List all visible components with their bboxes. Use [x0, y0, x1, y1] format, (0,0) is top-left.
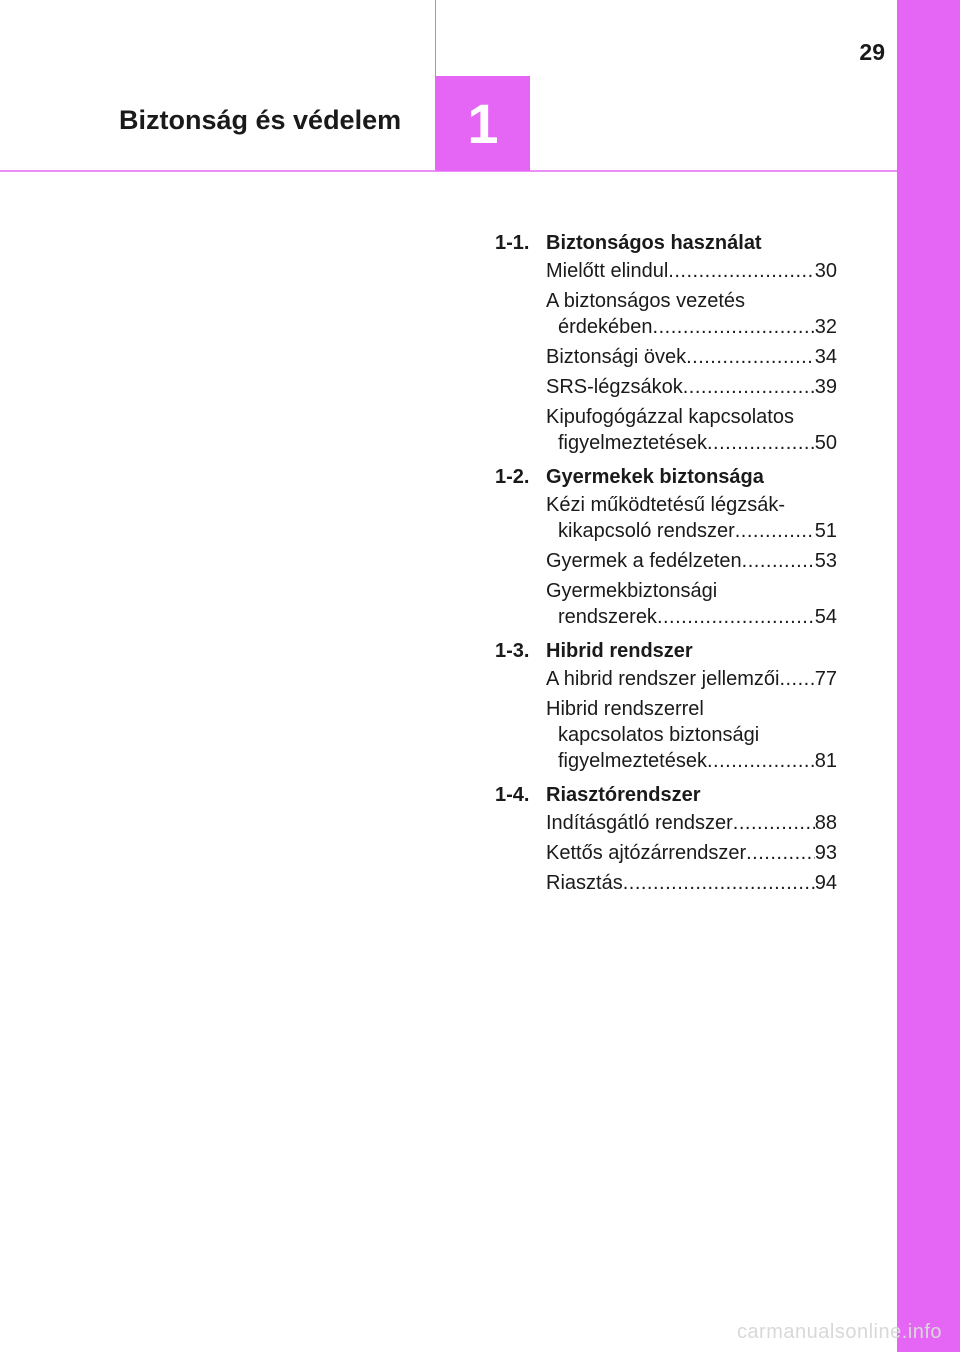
toc-page-number: 93 — [814, 842, 837, 864]
toc-page-number: 94 — [814, 872, 837, 894]
toc-entry-line — [546, 288, 837, 314]
toc-section-heading[interactable] — [495, 228, 837, 258]
toc-entry-line — [546, 722, 837, 748]
toc-entry[interactable] — [495, 696, 837, 774]
toc-dot-leader — [735, 518, 815, 544]
toc-entry[interactable] — [495, 578, 837, 630]
chapter-number-box — [436, 76, 530, 171]
toc-entry[interactable] — [495, 810, 837, 836]
toc-entry-text: figyelmeztetések — [558, 432, 707, 454]
toc-entry[interactable] — [495, 258, 837, 284]
toc-page-number: 51 — [814, 520, 837, 542]
toc-entry-line — [546, 258, 837, 284]
toc-entry-line — [546, 870, 837, 896]
toc-entry-line — [546, 314, 837, 340]
toc-section — [495, 228, 837, 456]
chapter-number: 1 — [467, 91, 499, 155]
toc-dot-leader — [653, 314, 815, 340]
toc-entry-line — [546, 840, 837, 866]
watermark: carmanualsonline.info — [736, 1321, 942, 1343]
toc-entry-line — [546, 374, 837, 400]
toc-entry[interactable] — [495, 548, 837, 574]
toc-section-number: 1-2. — [495, 466, 530, 488]
toc-dot-leader — [733, 810, 815, 836]
toc-page-number: 50 — [814, 432, 837, 454]
toc-section — [495, 462, 837, 630]
toc-entry[interactable] — [495, 344, 837, 370]
toc-entry-text: rendszerek — [558, 606, 657, 628]
toc-entry-line — [546, 518, 837, 544]
toc-section-heading[interactable] — [495, 780, 837, 810]
toc-section-title: Hibrid rendszer — [546, 640, 693, 662]
toc-entry[interactable] — [495, 840, 837, 866]
toc-page-number: 34 — [814, 346, 837, 368]
toc-section — [495, 780, 837, 896]
toc-page-number: 88 — [814, 812, 837, 834]
toc-entry-text: kikapcsoló rendszer — [558, 520, 735, 542]
toc-entry-text: Indításgátló rendszer — [546, 812, 733, 834]
toc-entry-line — [546, 578, 837, 604]
toc-entry-text: figyelmeztetések — [558, 750, 707, 772]
toc-page-number: 39 — [814, 376, 837, 398]
toc-section-title: Riasztórendszer — [546, 784, 701, 806]
toc-entry-line — [546, 666, 837, 692]
toc-entry-text: Mielőtt elindul — [546, 260, 669, 282]
toc-entry-text: érdekében — [558, 316, 653, 338]
toc-entry-text: Riasztás — [546, 872, 623, 894]
toc-page-number: 53 — [814, 550, 837, 572]
toc-section-number: 1-3. — [495, 640, 530, 662]
toc-dot-leader — [707, 430, 815, 456]
toc-entry-text: Kézi működtetésű légzsák- — [546, 494, 786, 516]
toc-entry-text: A hibrid rendszer jellemzői — [546, 668, 780, 690]
toc-entry[interactable] — [495, 666, 837, 692]
toc-entry-line — [546, 492, 837, 518]
toc-section-number: 1-4. — [495, 784, 530, 806]
toc-entry-text: Kipufogógázzal kapcsolatos — [546, 406, 794, 428]
toc-page-number: 32 — [814, 316, 837, 338]
toc-dot-leader — [668, 258, 814, 284]
toc-entry[interactable] — [495, 374, 837, 400]
toc-entry-line — [546, 810, 837, 836]
toc-entry-text: A biztonságos vezetés — [546, 290, 746, 312]
chapter-title: Biztonság és védelem — [119, 105, 402, 135]
toc-page-number: 54 — [814, 606, 837, 628]
toc-entry[interactable] — [495, 404, 837, 456]
toc-dot-leader — [746, 840, 815, 866]
toc-dot-leader — [707, 748, 815, 774]
toc-entry[interactable] — [495, 288, 837, 340]
toc-section-heading[interactable] — [495, 636, 837, 666]
toc-section-number: 1-1. — [495, 232, 530, 254]
toc-section — [495, 636, 837, 774]
toc-entry-text: Biztonsági övek — [546, 346, 687, 368]
toc-entry-line — [546, 344, 837, 370]
toc-entry-text: Kettős ajtózárrendszer — [546, 842, 747, 864]
toc-section-title: Gyermekek biztonsága — [546, 466, 764, 488]
toc-section-heading[interactable] — [495, 462, 837, 492]
toc-dot-leader — [657, 604, 815, 630]
toc-entry-text: SRS-légzsákok — [546, 376, 683, 398]
toc-entry[interactable] — [495, 870, 837, 896]
toc-entry-line — [546, 548, 837, 574]
toc-section-title: Biztonságos használat — [546, 232, 762, 254]
toc-page-number: 30 — [814, 260, 837, 282]
toc-dot-leader — [686, 344, 815, 370]
page-number: 29 — [859, 39, 885, 65]
toc-dot-leader — [779, 666, 814, 692]
chapter-side-tab — [897, 0, 960, 1352]
toc-entry-text: Hibrid rendszerrel — [546, 698, 704, 720]
toc-entry-line — [546, 748, 837, 774]
toc-page-number: 81 — [814, 750, 837, 772]
toc-entry-text: Gyermekbiztonsági — [546, 580, 718, 602]
toc-entry-line — [546, 430, 837, 456]
toc-dot-leader — [623, 870, 815, 896]
toc-dot-leader — [683, 374, 815, 400]
toc-entry-line — [546, 604, 837, 630]
toc-entry-line — [546, 696, 837, 722]
toc-entry-line — [546, 404, 837, 430]
toc-page-number: 77 — [814, 668, 837, 690]
toc-entry-text: Gyermek a fedélzeten — [546, 550, 742, 572]
table-of-contents — [495, 228, 837, 902]
toc-entry-text: kapcsolatos biztonsági — [558, 724, 760, 746]
toc-dot-leader — [742, 548, 815, 574]
toc-entry[interactable] — [495, 492, 837, 544]
